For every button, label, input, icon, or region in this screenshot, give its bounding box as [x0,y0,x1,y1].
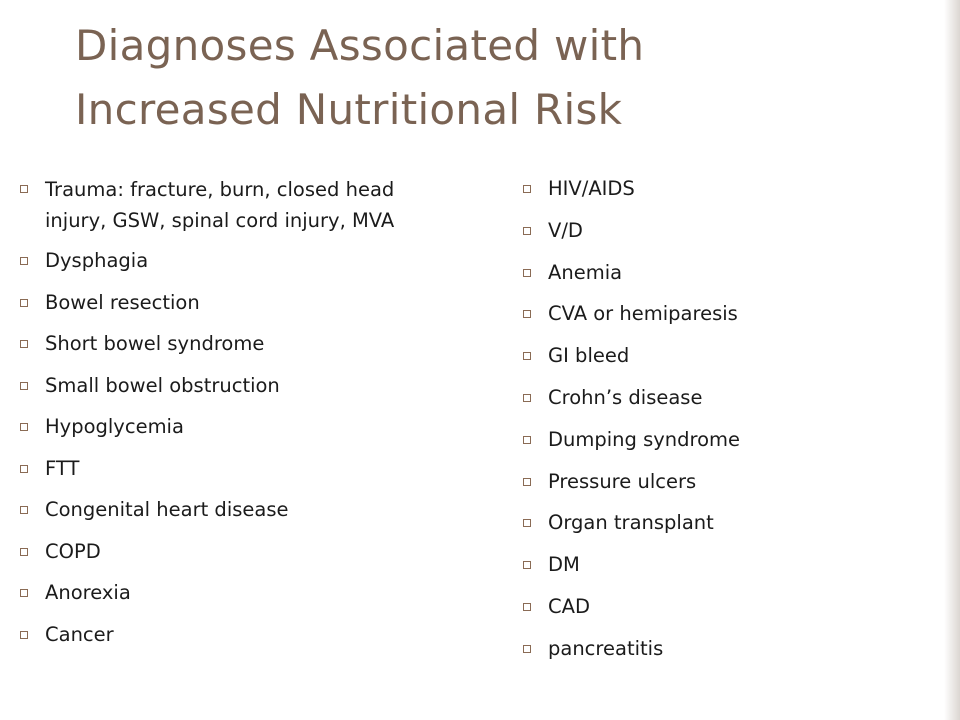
square-bullet-icon [523,519,531,527]
left-diagnosis-list [20,174,440,661]
list-item [523,467,943,497]
square-bullet-icon [20,589,28,597]
list-item-label: CVA or hemiparesis [548,302,738,326]
list-item [523,508,943,538]
square-bullet-icon [523,603,531,611]
list-item [20,371,440,401]
list-item-label: Hypoglycemia [45,415,184,438]
list-item [523,341,943,371]
list-item [20,412,440,442]
list-item-label: Short bowel syndrome [45,332,265,355]
square-bullet-icon [523,227,531,235]
square-bullet-icon [20,340,28,348]
list-item [523,258,943,288]
list-item-label: GI bleed [548,344,630,368]
list-item [20,620,440,650]
square-bullet-icon [523,394,531,402]
list-item-label: COPD [45,539,101,563]
list-item-label: Congenital heart disease [45,498,289,521]
list-item [523,592,943,622]
list-item [523,216,943,246]
list-item-label: FTT [45,456,80,480]
list-item-label: Crohn’s disease [548,385,703,409]
list-item [20,495,440,525]
square-bullet-icon [523,269,531,277]
square-bullet-icon [20,423,28,431]
list-item-label: Cancer [45,622,114,646]
list-item [523,425,943,455]
list-item [20,174,440,236]
list-item-label: Trauma: fracture, burn, closed head injury, GSW, spinal cord injury, MVA [45,178,395,232]
list-item [20,288,440,318]
list-item [20,329,440,359]
list-item-label: Pressure ulcers [548,469,697,493]
list-item-label: Bowel resection [45,290,200,314]
list-item [523,634,943,664]
square-bullet-icon [20,465,28,473]
square-bullet-icon [523,645,531,653]
list-item [523,383,943,413]
square-bullet-icon [20,299,28,307]
list-item [523,174,943,204]
square-bullet-icon [20,631,28,639]
square-bullet-icon [20,506,28,514]
list-item [20,578,440,608]
square-bullet-icon [523,352,531,360]
list-item-label: Organ transplant [548,511,714,535]
list-item-label: Small bowel obstruction [45,373,280,397]
list-item [20,246,440,276]
square-bullet-icon [523,478,531,486]
square-bullet-icon [523,185,531,193]
slide-edge-shadow [944,0,960,720]
list-item-label: Dumping syndrome [548,427,741,451]
list-item-label: DM [548,553,580,577]
list-item-label: HIV/AIDS [548,177,635,200]
square-bullet-icon [523,310,531,318]
square-bullet-icon [20,548,28,556]
list-item-label: Anorexia [45,581,131,604]
square-bullet-icon [523,436,531,444]
list-item-label: pancreatitis [548,636,664,660]
list-item [523,299,943,329]
square-bullet-icon [20,382,28,390]
square-bullet-icon [20,185,28,193]
list-item [20,537,440,567]
slide-title-line-1: Diagnoses Associated with [75,21,645,70]
square-bullet-icon [20,257,28,265]
list-item [20,454,440,484]
list-item-label: Anemia [548,260,623,284]
list-item-label: CAD [548,594,590,618]
list-item [523,550,943,580]
slide-title [75,14,935,142]
slide-title-line-2: Increased Nutritional Risk [75,85,623,134]
square-bullet-icon [523,561,531,569]
list-item-label: Dysphagia [45,249,149,272]
list-item-label: V/D [548,218,583,242]
right-diagnosis-list [523,174,943,676]
